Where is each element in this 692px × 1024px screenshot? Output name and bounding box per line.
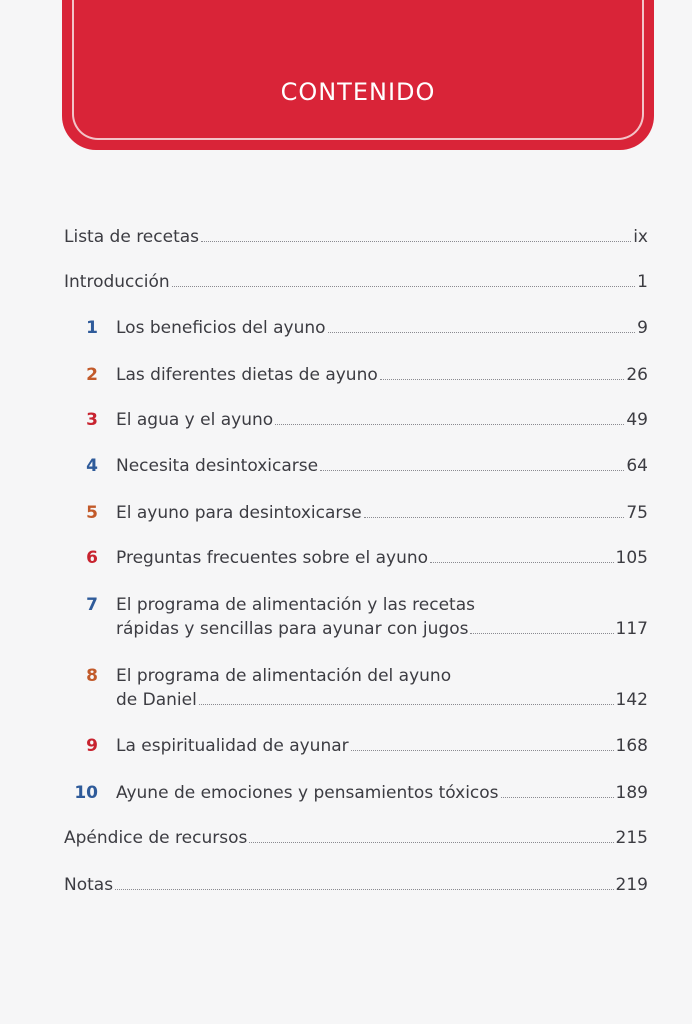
toc-entry-chapter-1[interactable] xyxy=(44,316,648,340)
toc-entry-page: ix xyxy=(633,227,648,247)
toc-entry-page: 142 xyxy=(615,690,648,710)
chapter-number: 4 xyxy=(86,456,98,476)
toc-entry-label: Notas xyxy=(64,875,114,895)
toc-entry-label: rápidas y sencillas para ayunar con jugos xyxy=(116,619,469,639)
toc-entry-page: 117 xyxy=(615,619,648,639)
toc-entry-label: Apéndice de recursos xyxy=(64,828,248,848)
toc-entry-page: 189 xyxy=(615,783,648,803)
leader-dots xyxy=(172,285,636,287)
leader-dots xyxy=(380,378,625,380)
toc-entry-page: 219 xyxy=(615,875,648,895)
toc-entry-label: El agua y el ayuno xyxy=(116,410,274,430)
leader-dots xyxy=(430,561,613,563)
toc-entry-chapter-5[interactable] xyxy=(44,501,648,525)
leader-dots xyxy=(351,749,614,751)
chapter-number: 7 xyxy=(86,595,98,615)
toc-entry-page: 168 xyxy=(615,736,648,756)
toc-entry-label: de Daniel xyxy=(116,690,197,710)
leader-dots xyxy=(249,841,613,843)
toc-entry-label-line1: El programa de alimentación y las recetas xyxy=(116,595,475,615)
toc-entry-label: El ayuno para desintoxicarse xyxy=(116,503,362,523)
leader-dots xyxy=(199,703,614,705)
toc-entry-recipes[interactable] xyxy=(64,225,648,249)
chapter-number: 10 xyxy=(74,783,98,803)
toc-entry-chapter-10[interactable] xyxy=(44,781,648,805)
toc-entry-page: 75 xyxy=(626,503,648,523)
leader-dots xyxy=(364,516,625,518)
chapter-number: 5 xyxy=(86,503,98,523)
toc-entry-label-line1: El programa de alimentación del ayuno xyxy=(116,666,452,686)
toc-entry-page: 26 xyxy=(626,365,648,385)
toc-entry-page: 215 xyxy=(615,828,648,848)
toc-entry-label: Introducción xyxy=(64,272,170,292)
toc-entry-appendix[interactable] xyxy=(64,826,648,850)
toc-entry-chapter-7[interactable] xyxy=(44,593,648,641)
toc-entry-page: 105 xyxy=(615,548,648,568)
toc-entry-label: Necesita desintoxicarse xyxy=(116,456,319,476)
toc-entry-chapter-4[interactable] xyxy=(44,454,648,478)
page-title: CONTENIDO xyxy=(280,78,436,106)
chapter-number: 1 xyxy=(86,318,98,338)
toc-entry-label: Los beneficios del ayuno xyxy=(116,318,326,338)
chapter-number: 8 xyxy=(86,666,98,686)
toc-entry-notes[interactable] xyxy=(64,873,648,897)
toc-entry-introduction[interactable] xyxy=(64,270,648,294)
toc-entry-page: 9 xyxy=(637,318,648,338)
toc-entry-label: Preguntas frecuentes sobre el ayuno xyxy=(116,548,429,568)
chapter-number: 2 xyxy=(86,365,98,385)
toc-entry-label: Ayune de emociones y pensamientos tóxicos xyxy=(116,783,499,803)
toc-entry-label: La espiritualidad de ayunar xyxy=(116,736,349,756)
leader-dots xyxy=(115,888,613,890)
toc-entry-chapter-6[interactable] xyxy=(44,546,648,570)
leader-dots xyxy=(501,796,614,798)
leader-dots xyxy=(470,632,613,634)
toc-entry-chapter-9[interactable] xyxy=(44,734,648,758)
leader-dots xyxy=(328,331,636,333)
toc-entry-page: 64 xyxy=(626,456,648,476)
leader-dots xyxy=(320,469,624,471)
toc-entry-chapter-8[interactable] xyxy=(44,664,648,712)
leader-dots xyxy=(275,423,624,425)
toc-entry-label: Lista de recetas xyxy=(64,227,200,247)
chapter-number: 3 xyxy=(86,410,98,430)
chapter-number: 9 xyxy=(86,736,98,756)
leader-dots xyxy=(201,240,631,242)
toc-entry-label: Las diferentes dietas de ayuno xyxy=(116,365,378,385)
toc-entry-chapter-3[interactable] xyxy=(44,408,648,432)
toc-entry-chapter-2[interactable] xyxy=(44,363,648,387)
toc-entry-page: 49 xyxy=(626,410,648,430)
chapter-number: 6 xyxy=(86,548,98,568)
toc-entry-page: 1 xyxy=(637,272,648,292)
